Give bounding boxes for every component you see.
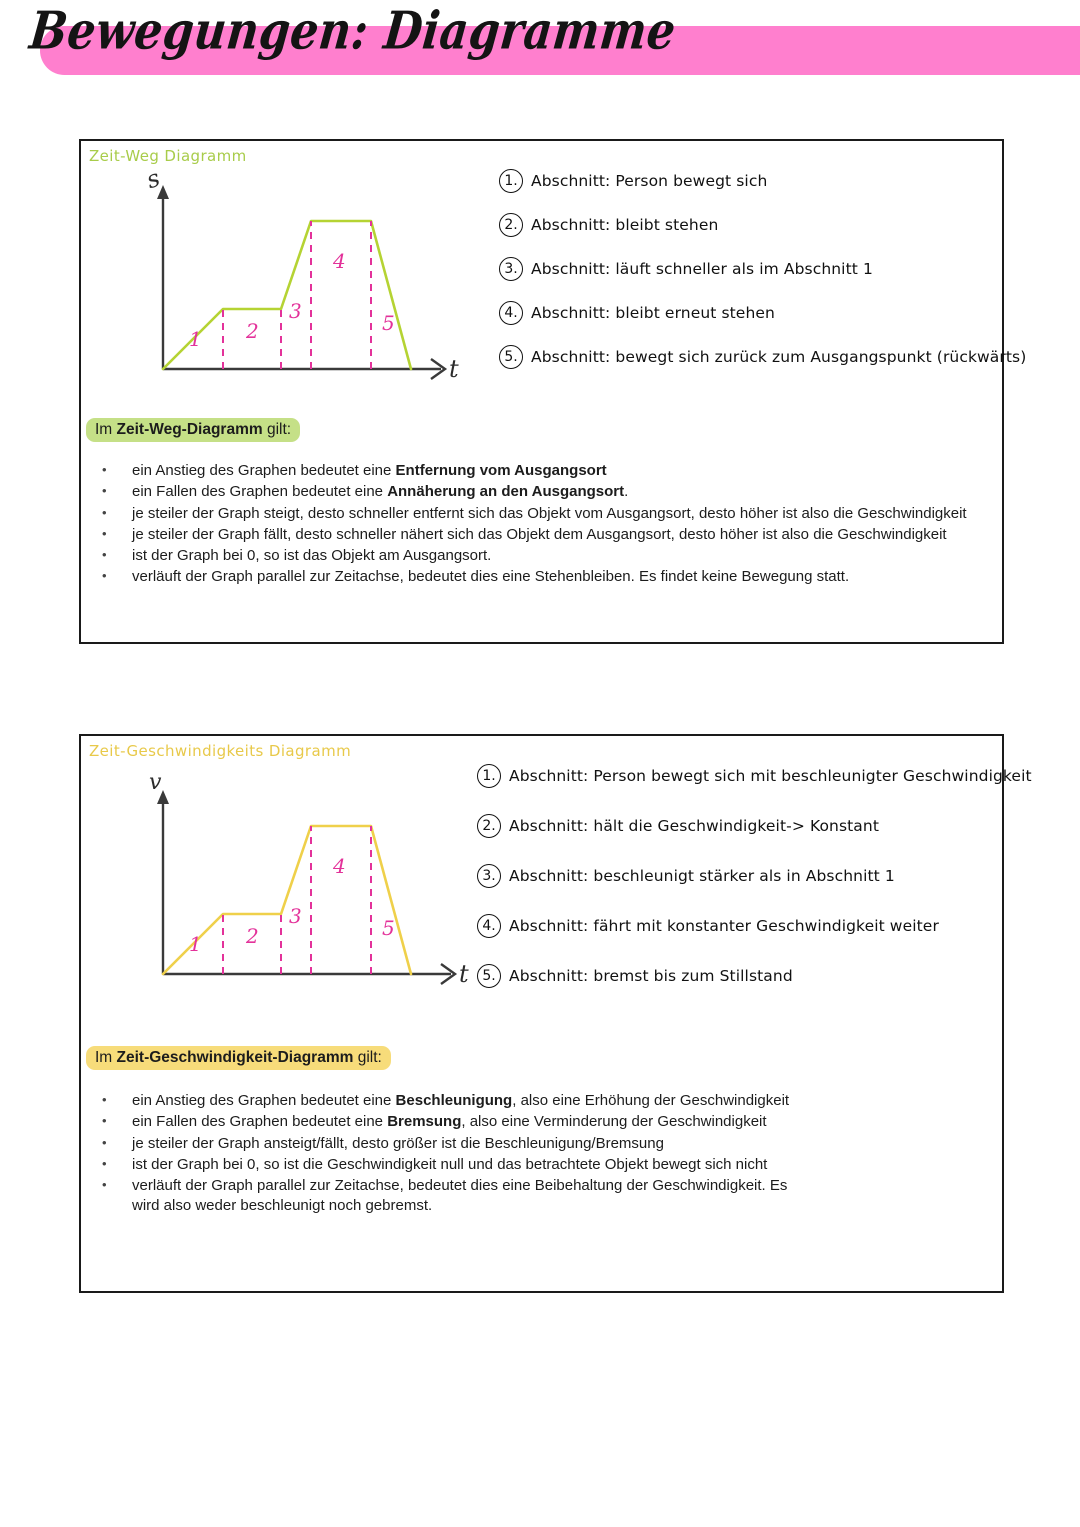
list-item (86, 1091, 806, 1111)
bullet-bold: Annäherung an den Ausgangsort (387, 483, 625, 501)
list-item (86, 1134, 806, 1154)
annotation-item (499, 169, 1026, 193)
gilt-heading-zeit-weg (86, 418, 300, 442)
bullet-list-zeit-geschwindigkeit (86, 1091, 806, 1218)
annotation-text: Abschnitt: bewegt sich zurück zum Ausgangspunkt (rückwärts) (531, 348, 1027, 366)
segment-label-2: 2 (246, 319, 259, 343)
bullet-pre: ein Fallen des Graphen bedeutet eine (132, 1113, 388, 1131)
annotation-list-zeit-geschwindigkeit (477, 764, 1032, 988)
bullet-icon: • (102, 525, 107, 541)
list-item-text (132, 1134, 806, 1154)
bullet-pre: ein Anstieg des Graphen bedeutet eine (132, 462, 396, 479)
list-item-text (132, 482, 986, 502)
bullet-pre: ist der Graph bei 0, so ist das Objekt am Ausgangsort. (132, 547, 492, 564)
y-axis-label: v (149, 770, 162, 795)
annotation-item (477, 964, 1032, 988)
bullet-bold: Beschleunigung (395, 1092, 513, 1109)
annotation-item (477, 814, 1032, 838)
circle-number-icon: 5. (499, 345, 523, 369)
bullet-icon: • (102, 568, 107, 584)
list-item-text (132, 1155, 806, 1175)
bullet-pre: ein Fallen des Graphen bedeutet eine (132, 483, 388, 501)
segment-label-1: 1 (189, 932, 202, 956)
list-item (86, 504, 986, 524)
circle-number-icon: 2. (477, 814, 501, 838)
annotation-list-zeit-weg (499, 169, 1026, 369)
annotation-text: Abschnitt: läuft schneller als im Abschnitt 1 (531, 260, 873, 278)
list-item-text (132, 546, 986, 566)
bullet-icon: • (102, 547, 107, 562)
bullet-bold: Entfernung vom Ausgangsort (395, 462, 607, 479)
chart-zeit-weg (101, 163, 521, 401)
segment-label-4: 4 (333, 854, 346, 878)
bullet-post: . (624, 483, 629, 501)
list-item (86, 482, 986, 502)
circle-number-icon: 3. (499, 257, 523, 281)
bullet-post: , also eine Verminderung der Geschwindigkeit (461, 1113, 767, 1131)
annotation-text: Abschnitt: beschleunigt stärker als in Abschnitt 1 (509, 867, 895, 885)
annotation-text: Abschnitt: fährt mit konstanter Geschwindigkeit weiter (509, 917, 939, 935)
bullet-post: , also eine Erhöhung der Geschwindigkeit (512, 1092, 790, 1109)
bullet-bold: Bremsung (387, 1113, 462, 1131)
list-item (86, 1155, 806, 1175)
chart-zeit-geschwindigkeit-svg (101, 766, 521, 996)
list-item (86, 567, 986, 587)
circle-number-icon: 3. (477, 864, 501, 888)
annotation-item (477, 914, 1032, 938)
annotation-text: Abschnitt: Person bewegt sich mit beschleunigter Geschwindigkeit (509, 767, 1032, 785)
section-zeit-geschwindigkeit (79, 734, 1032, 1293)
gilt-pre: Im (95, 1049, 117, 1066)
annotation-item (499, 301, 1026, 325)
bullet-icon: • (102, 1177, 107, 1192)
bullet-pre: je steiler der Graph fällt, desto schneller nähert sich das Objekt dem Ausgangsort, desto höher ist also die Geschwindigkeit (132, 525, 947, 543)
annotation-text: Abschnitt: Person bewegt sich (531, 172, 768, 190)
circle-number-icon: 5. (477, 964, 501, 988)
bullet-pre: verläuft der Graph parallel zur Zeitachse, bedeutet dies eine Stehenbleiben. Es findet keine Bewegung statt. (132, 568, 850, 586)
list-item-text (132, 504, 986, 524)
segment-label-5: 5 (382, 916, 395, 940)
gilt-post: gilt: (262, 421, 292, 438)
gilt-post: gilt: (353, 1049, 382, 1066)
bullet-list-zeit-weg (86, 461, 986, 589)
bullet-pre: je steiler der Graph ansteigt/fällt, desto größer ist die Beschleunigung/Bremsung (132, 1134, 664, 1152)
segment-label-3: 3 (289, 904, 302, 928)
segment-label-4: 4 (333, 249, 346, 273)
annotation-text: Abschnitt: hält die Geschwindigkeit-> Konstant (509, 817, 879, 835)
circle-number-icon: 4. (477, 914, 501, 938)
annotation-text: Abschnitt: bremst bis zum Stillstand (509, 967, 793, 985)
annotation-item (499, 213, 1026, 237)
list-item-text (132, 1176, 806, 1217)
gilt-bold: Zeit-Weg-Diagramm (116, 421, 263, 438)
circle-number-icon: 1. (499, 169, 523, 193)
list-item (86, 1112, 806, 1132)
bullet-pre: verläuft der Graph parallel zur Zeitachse, bedeutet dies eine Beibehaltung der Geschwindigkeit. Es wird also weder beschleunigt noch gebremst. (132, 1177, 788, 1215)
annotation-item (499, 257, 1026, 281)
annotation-item (477, 864, 1032, 888)
gilt-pre: Im (95, 421, 117, 438)
circle-number-icon: 1. (477, 764, 501, 788)
list-item-text (132, 525, 986, 545)
list-item (86, 461, 986, 481)
segment-label-2: 2 (246, 924, 259, 948)
bullet-icon: • (102, 1113, 107, 1129)
list-item (86, 525, 986, 545)
annotation-item (499, 345, 1026, 369)
list-item (86, 546, 986, 566)
bullet-icon: • (102, 1155, 107, 1171)
gilt-heading-zeit-geschwindigkeit (86, 1046, 391, 1070)
list-item-text (132, 1091, 806, 1111)
annotation-text: Abschnitt: bleibt erneut stehen (531, 304, 775, 322)
segment-label-1: 1 (189, 327, 202, 351)
list-item-text (132, 461, 986, 481)
bullet-pre: ein Anstieg des Graphen bedeutet eine (132, 1092, 396, 1109)
diagram-title-zeit-weg: Zeit-Weg Diagramm (89, 147, 247, 165)
diagram-title-zeit-geschwindigkeit: Zeit-Geschwindigkeits Diagramm (89, 742, 352, 760)
x-axis-label: t (449, 355, 459, 383)
segment-label-3: 3 (289, 299, 302, 323)
gilt-bold: Zeit-Geschwindigkeit-Diagramm (116, 1049, 354, 1066)
page-title: Bewegungen: Diagramme (26, 1, 679, 62)
section-zeit-weg (79, 139, 1027, 644)
bullet-pre: ist der Graph bei 0, so ist die Geschwindigkeit null und das betrachtete Objekt bewegt sich nicht (132, 1155, 768, 1173)
annotation-item (477, 764, 1032, 788)
circle-number-icon: 2. (499, 213, 523, 237)
bullet-icon: • (102, 462, 107, 477)
bullet-icon: • (102, 1134, 107, 1150)
bullet-icon: • (102, 1092, 107, 1107)
x-axis-label: t (459, 960, 469, 988)
bullet-icon: • (102, 504, 107, 520)
list-item-text (132, 567, 986, 587)
y-axis-label: s (142, 163, 164, 195)
bullet-icon: • (102, 483, 107, 499)
list-item-text (132, 1112, 806, 1132)
segment-label-5: 5 (382, 311, 395, 335)
annotation-text: Abschnitt: bleibt stehen (531, 216, 719, 234)
chart-zeit-geschwindigkeit (101, 766, 521, 996)
circle-number-icon: 4. (499, 301, 523, 325)
bullet-pre: je steiler der Graph steigt, desto schneller entfernt sich das Objekt vom Ausgangsort, desto höher ist also die Geschwindigkeit (132, 504, 967, 522)
list-item (86, 1176, 806, 1217)
